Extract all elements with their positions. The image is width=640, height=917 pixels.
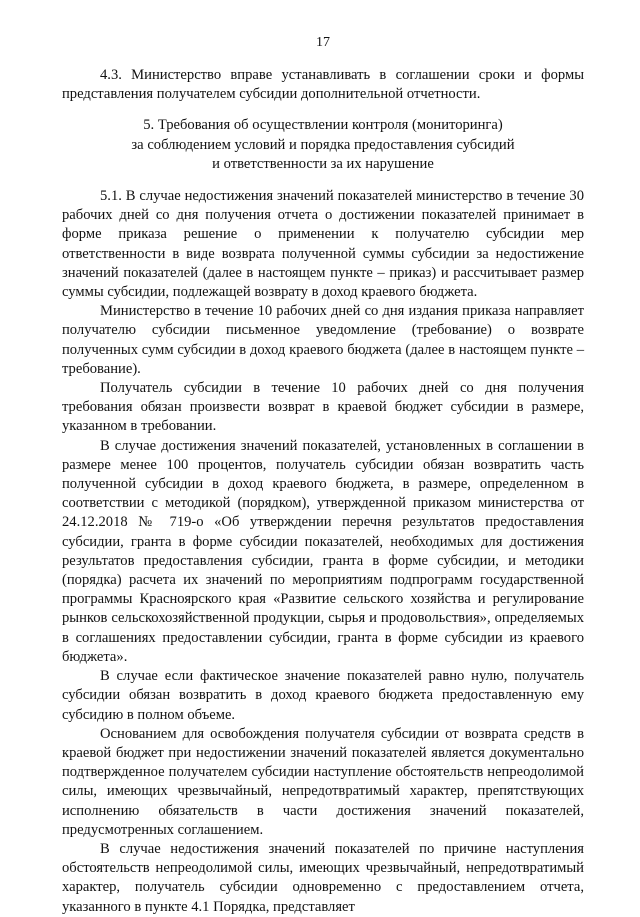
paragraph-notification: Министерство в течение 10 рабочих дней со дня издания приказа направляет получателю субсидии письменное уведомление (требование) о возврате полученных сумм субсидии в доход краевого бюджета (далее в настоящем пункте – требование). bbox=[62, 303, 584, 377]
paragraph-zero-value: В случае если фактическое значение показателей равно нулю, получатель субсидии обязан возвратить в доход краевого бюджета предоставленную ему субсидию в полном объеме. bbox=[62, 668, 584, 723]
page-number: 17 bbox=[316, 35, 330, 50]
document-page bbox=[62, 34, 584, 917]
section-5-heading-line-1: 5. Требования об осуществлении контроля (мониторинга) bbox=[143, 117, 503, 134]
paragraph-exemption-basis: Основанием для освобождения получателя субсидии от возврата средств в краевой бюджет при недостижении значений показателей является документально подтвержденное получателем субсидии наступление обстоятельств непреодолимой силы, имеющих чрезвычайный, непредотвратимый характер, препятствующих исполнению обязательств в части достижения значений показателей, предусмотренных соглашением. bbox=[62, 725, 584, 838]
paragraph-force-majeure: В случае недостижения значений показателей по причине наступления обстоятельств непреодолимой силы, имеющих чрезвычайный, непредотвратимый характер, получатель субсидии одновременно с предоставлением отчета, указанного в пункте 4.1 Порядка, представляет bbox=[62, 840, 584, 915]
section-5-heading bbox=[62, 116, 584, 174]
section-5-heading-line-2: за соблюдением условий и порядка предоставления субсидий bbox=[131, 136, 515, 153]
paragraph-4-3: 4.3. Министерство вправе устанавливать в соглашении сроки и формы представления получателем субсидии дополнительной отчетности. bbox=[62, 67, 584, 103]
paragraph-5-1: 5.1. В случае недостижения значений показателей министерство в течение 30 рабочих дней со дня получения отчета о достижении показателей принимает в форме приказа решение о применении к получателю субсидии мер ответственности в виде возврата полученной суммы субсидии за недостижение значений показателей (далее в настоящем пункте – приказ) и рассчитывает размер суммы субсидии, подлежащей возврату в доход краевого бюджета. bbox=[62, 188, 584, 301]
paragraph-return-deadline: Получатель субсидии в течение 10 рабочих дней со дня получения требования обязан произвести возврат в краевой бюджет субсидии в размере, указанном в требовании. bbox=[62, 380, 584, 435]
section-5-heading-line-3: и ответственности за их нарушение bbox=[212, 155, 434, 172]
paragraph-partial-return: В случае достижения значений показателей, установленных в соглашении в размере менее 100 процентов, получатель субсидии обязан возвратить часть полученной субсидии в доход краевого бюджета, в размере, определенном в соответствии с методикой (порядком), утвержденной приказом министерства от 24.12.2018 № 719-о «Об утверждении перечня результатов предоставления субсидии, гранта в форме субсидии показателей, необходимых для достижения результатов предоставления субсидии, гранта в форме субсидии, и методики (порядка) расчета их значений по мероприятиям подпрограмм государственной программы Красноярского края «Развитие сельского хозяйства и регулирование рынков сельскохозяйственной продукции, сырья и продовольствия», определяемых в соглашениях предоставлении субсидии, гранта в форме субсидии из краевого бюджета». bbox=[62, 437, 584, 665]
